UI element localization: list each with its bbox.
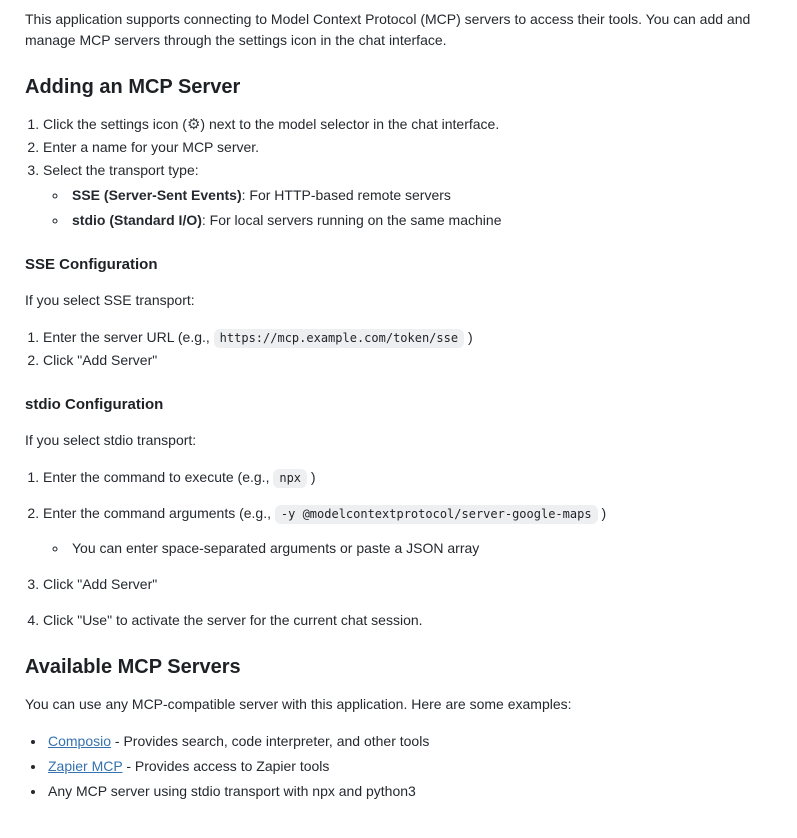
server-item-any-stdio: • Any MCP server using stdio transport with npx and python3: [46, 781, 772, 802]
stdio-step-1: [43, 467, 772, 488]
transport-stdio-label: stdio (Standard I/O): [72, 212, 202, 228]
transport-stdio-desc: : For local servers running on the same machine: [201, 212, 502, 228]
sse-config-steps-list: [25, 327, 772, 371]
intro-paragraph: This application supports connecting to Model Context Protocol (MCP) servers to access their tools. You can add and manage MCP servers through the settings icon in the chat interface.: [25, 11, 751, 48]
heading-stdio-configuration: stdio Configuration: [25, 396, 164, 413]
settings-gear-icon: ⚙: [186, 116, 201, 133]
transport-sse-label: SSE (Server-Sent Events): [72, 187, 242, 203]
stdio-config-steps-list: [25, 467, 772, 631]
step-text: ): [597, 505, 607, 521]
server-item-text: - Provides access to Zapier tools: [122, 758, 330, 774]
transport-stdio-item: [68, 210, 772, 231]
adding-steps-list: [25, 114, 772, 231]
step-text: Click the settings icon (: [43, 116, 187, 132]
stdio-args-note: ◦ You can enter space-separated arguments or paste a JSON array: [68, 538, 772, 559]
adding-step-2: 2. Enter a name for your MCP server.: [43, 137, 772, 158]
stdio-step-2-notes: [43, 538, 772, 559]
stdio-step-2: [43, 503, 772, 559]
zapier-mcp-link[interactable]: Zapier MCP: [48, 758, 123, 774]
command-code: npx: [273, 469, 307, 488]
sse-config-intro: If you select SSE transport:: [25, 292, 195, 308]
step-text: ) next to the model selector in the chat interface.: [200, 116, 500, 132]
server-url-code: https://mcp.example.com/token/sse: [214, 329, 464, 348]
composio-link[interactable]: Composio: [48, 733, 112, 749]
transport-sse-desc: : For HTTP-based remote servers: [241, 187, 451, 203]
step-text: Enter the server URL (e.g.,: [43, 329, 214, 345]
adding-step-1: [43, 114, 772, 135]
heading-adding-mcp-server: Adding an MCP Server: [25, 76, 241, 98]
step-text: Enter the command arguments (e.g.,: [43, 505, 275, 521]
sse-step-1: [43, 327, 772, 348]
stdio-step-4: 4. Click "Use" to activate the server for the current chat session.: [43, 610, 772, 631]
heading-available-mcp-servers: Available MCP Servers: [25, 656, 241, 678]
available-intro: You can use any MCP-compatible server with this application. Here are some examples:: [25, 696, 572, 712]
available-servers-list: [25, 731, 772, 802]
transport-type-list: [43, 185, 772, 231]
step-text: ): [307, 469, 316, 485]
server-item-text: - Provides search, code interpreter, and other tools: [111, 733, 430, 749]
command-args-code: -y @modelcontextprotocol/server-google-maps: [275, 505, 598, 524]
adding-step-3: [43, 160, 772, 231]
server-item-zapier: [46, 756, 772, 777]
sse-step-2: 2. Click "Add Server": [43, 350, 772, 371]
transport-sse-item: [68, 185, 772, 206]
server-item-composio: [46, 731, 772, 752]
stdio-step-3: 3. Click "Add Server": [43, 574, 772, 595]
step-text: Select the transport type:: [43, 162, 199, 178]
stdio-config-intro: If you select stdio transport:: [25, 432, 197, 448]
step-text: Enter the command to execute (e.g.,: [43, 469, 274, 485]
heading-sse-configuration: SSE Configuration: [25, 256, 158, 273]
step-text: ): [464, 329, 473, 345]
